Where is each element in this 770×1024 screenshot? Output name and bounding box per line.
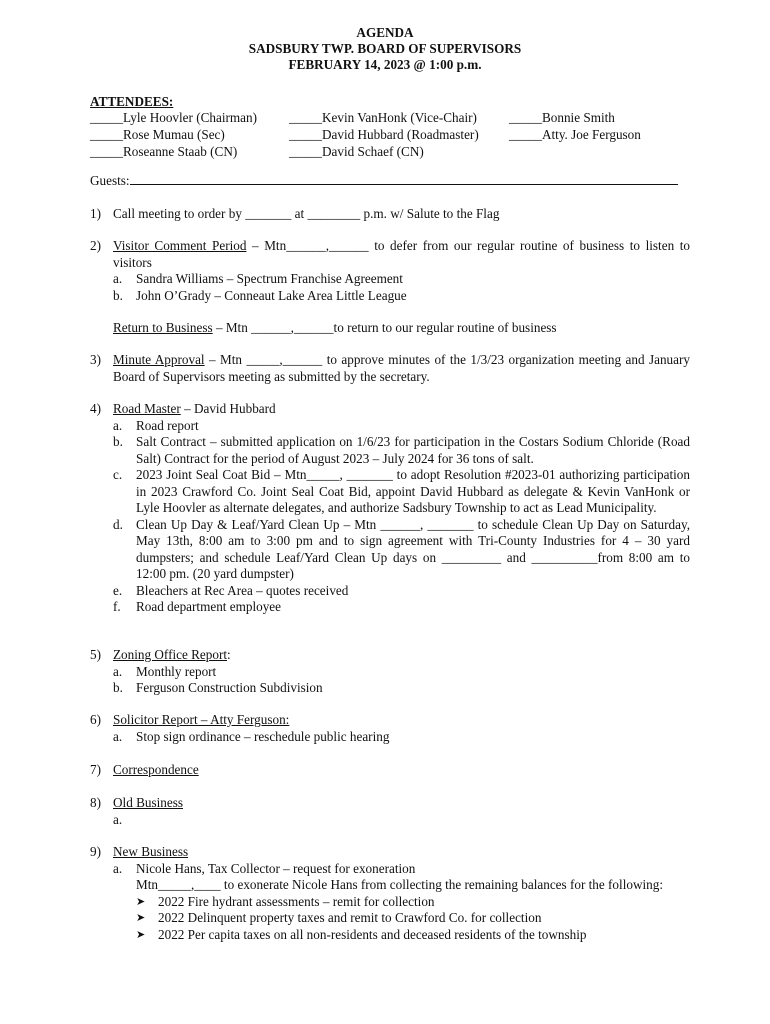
sub-letter: f. xyxy=(113,599,121,614)
sub-text: Stop sign ordinance – reschedule public hearing xyxy=(136,728,390,744)
item-text: Call meeting to order by _______ at ________ p.m. w/ Salute to the Flag xyxy=(113,206,500,221)
item-detail: : xyxy=(227,647,231,662)
item-number: 9) xyxy=(90,844,101,859)
item-detail: – Mtn _____,______ to approve minutes of the 1/3/23 organization meeting and January Board of Supervisors meeting as submitted by the secretary. xyxy=(113,352,690,384)
item-title: Zoning Office Report xyxy=(113,647,228,662)
item-title: Correspondence xyxy=(113,762,199,777)
agenda-item-4 xyxy=(90,401,690,616)
arrow-bullet-icon: ➤ xyxy=(136,911,146,924)
attendee: _____Roseanne Staab (CN) xyxy=(90,144,238,159)
sub-text: Sandra Williams – Spectrum Franchise Agreement xyxy=(136,271,403,286)
sub-item xyxy=(113,729,690,746)
bullet-item xyxy=(136,910,690,927)
agenda-item-9 xyxy=(90,844,690,943)
sub-letter: a. xyxy=(113,663,123,679)
sub-text: Road department employee xyxy=(136,599,282,614)
agenda-item-1 xyxy=(90,206,690,223)
sub-item xyxy=(113,517,690,583)
attendee: _____David Schaef (CN) xyxy=(289,144,424,159)
sub-text: Road report xyxy=(136,417,199,433)
sub-letter: c. xyxy=(113,467,123,482)
agenda-item-3 xyxy=(90,352,690,385)
item-number: 8) xyxy=(90,795,101,810)
agenda-item-2 xyxy=(90,238,690,304)
attendee: _____Lyle Hoovler (Chairman) xyxy=(90,110,258,125)
sub-item xyxy=(113,418,690,435)
sub-letter: a. xyxy=(113,271,123,286)
item-number: 6) xyxy=(90,712,101,727)
motion-detail: Mtn_____,____ to exonerate Nicole Hans from collecting the remaining balances for the following: xyxy=(136,877,663,892)
sub-item xyxy=(113,288,690,305)
item-number: 5) xyxy=(90,647,101,662)
agenda-item-6 xyxy=(90,712,690,745)
attendee: _____Bonnie Smith xyxy=(509,110,615,125)
item-text xyxy=(113,647,690,664)
attendees-row xyxy=(90,127,750,144)
attendees-heading: ATTENDEES: xyxy=(90,94,174,109)
item-title: Old Business xyxy=(113,795,183,810)
sub-letter: a. xyxy=(113,728,123,744)
item-number: 1) xyxy=(90,206,101,221)
item-title: Minute Approval xyxy=(113,352,205,367)
sub-text: Monthly report xyxy=(136,663,217,679)
sub-item xyxy=(113,467,690,517)
motion-text xyxy=(113,877,690,894)
item-number: 2) xyxy=(90,238,101,253)
item-title: Visitor Comment Period xyxy=(113,238,247,253)
bullet-item xyxy=(136,927,690,944)
sub-letter: a. xyxy=(113,811,123,827)
sub-item xyxy=(113,271,690,288)
item-detail: – Mtn______,______ to defer from our regular routine of business to listen to visitors xyxy=(113,238,690,270)
item-title: Solicitor Report – Atty Ferguson: xyxy=(113,712,290,727)
sub-item xyxy=(113,583,690,600)
agenda-item-7 xyxy=(90,762,690,779)
bullet-text: 2022 Fire hydrant assessments – remit for collection xyxy=(158,893,435,909)
attendees-row xyxy=(90,110,750,127)
attendees-row xyxy=(90,144,750,161)
meeting-date: FEBRUARY 14, 2023 @ 1:00 p.m. xyxy=(288,57,482,72)
sub-letter: e. xyxy=(113,582,123,598)
sub-letter: b. xyxy=(113,680,123,695)
item-text xyxy=(113,352,690,385)
item-text xyxy=(113,238,690,271)
board-name: SADSBURY TWP. BOARD OF SUPERVISORS xyxy=(248,41,522,56)
item-detail: – David Hubbard xyxy=(180,401,276,416)
item-number: 3) xyxy=(90,352,101,367)
sub-letter: a. xyxy=(113,860,123,876)
sub-item xyxy=(113,664,690,681)
sub-text: 2023 Joint Seal Coat Bid – Mtn_____, _______ to adopt Resolution #2023-01 authorizing participation in 2023 Crawford Co. Joint Seal Coat Bid, appoint David Hubbard as delegate & Kevin VanHonk or Lyle Hoovler as alternate delegates, and authorize Sadsbury Township to act as Lead Municipality. xyxy=(136,467,690,515)
item-number: 4) xyxy=(90,401,101,416)
sub-text: Ferguson Construction Subdivision xyxy=(136,680,323,695)
item-text xyxy=(113,795,690,812)
sub-text: Nicole Hans, Tax Collector – request for exoneration xyxy=(136,860,416,876)
sub-item xyxy=(113,599,690,616)
sub-text: Bleachers at Rec Area – quotes received xyxy=(136,582,349,598)
item-title: New Business xyxy=(113,844,189,859)
item-text xyxy=(113,401,690,418)
sub-letter: d. xyxy=(113,516,123,532)
agenda-item-5 xyxy=(90,647,690,697)
item-text xyxy=(113,762,690,779)
arrow-bullet-icon: ➤ xyxy=(136,927,146,941)
sub-letter: a. xyxy=(113,417,123,433)
agenda-item-8 xyxy=(90,795,690,827)
agenda-header xyxy=(0,25,770,73)
attendee: _____David Hubbard (Roadmaster) xyxy=(289,127,479,142)
bullet-item xyxy=(136,894,690,911)
bullet-text: 2022 Delinquent property taxes and remit to Crawford Co. for collection xyxy=(158,910,542,925)
bullet-text: 2022 Per capita taxes on all non-residents and deceased residents of the township xyxy=(158,926,587,942)
attendee: _____Rose Mumau (Sec) xyxy=(90,127,225,142)
guests-line xyxy=(90,171,678,190)
guests-label: Guests: xyxy=(90,173,130,188)
guests-blank xyxy=(130,171,678,185)
item-number: 7) xyxy=(90,762,101,777)
sub-text: Salt Contract – submitted application on 1/6/23 for participation in the Costars Sodium Chloride (Road Salt) Contract for the period of August 2023 – July 2024 for 36 tons of salt. xyxy=(136,434,690,466)
sub-item xyxy=(113,680,690,697)
item-text xyxy=(113,712,690,729)
return-to-business xyxy=(113,320,690,337)
sub-letter: b. xyxy=(113,434,123,449)
arrow-bullet-icon: ➤ xyxy=(136,894,146,908)
attendee: _____Kevin VanHonk (Vice-Chair) xyxy=(289,110,477,125)
sub-text: John O’Grady – Conneaut Lake Area Little League xyxy=(136,287,407,303)
attendee: _____Atty. Joe Ferguson xyxy=(509,127,641,142)
return-detail: – Mtn ______,______to return to our regular routine of business xyxy=(212,320,557,335)
return-title: Return to Business xyxy=(113,320,213,335)
item-text xyxy=(113,844,690,861)
sub-text: Clean Up Day & Leaf/Yard Clean Up – Mtn ______, _______ to schedule Clean Up Day on Saturday, May 13th, 8:00 am to 3:00 pm and to sign agreement with Tri-County Industries for 4 – 30 yard dumpsters; and schedule Leaf/Yard Clean Up days on _________ and __________from 8:00 am to 12:00 pm. (20 yard dumpster) xyxy=(136,516,690,581)
sub-item xyxy=(113,861,690,878)
agenda-title: AGENDA xyxy=(356,25,414,40)
sub-item xyxy=(113,434,690,467)
item-title: Road Master xyxy=(113,401,181,416)
sub-letter: b. xyxy=(113,287,123,303)
